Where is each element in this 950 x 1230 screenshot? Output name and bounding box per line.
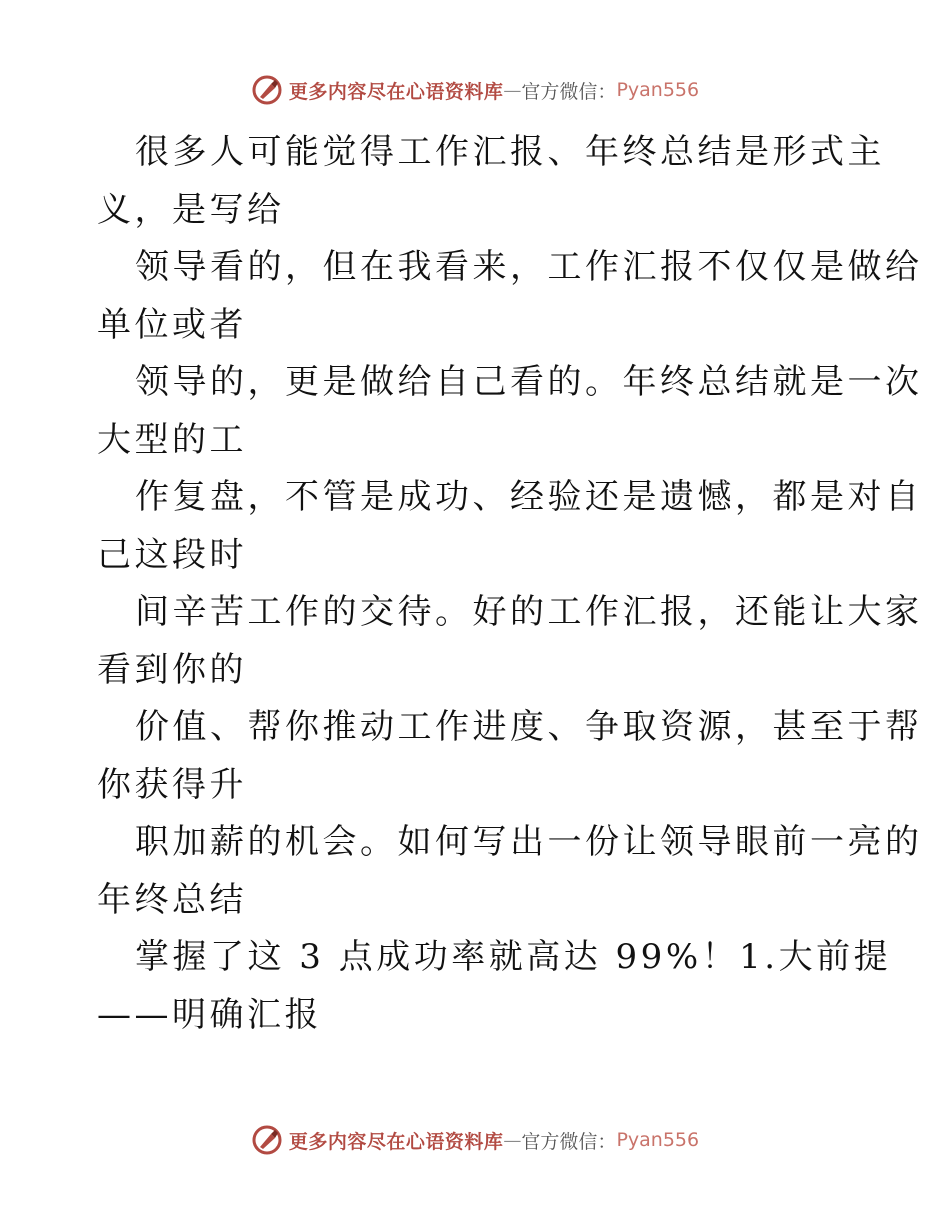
paragraph-line: 领导的，更是做给自己看的。年终总结就是一次 <box>135 362 923 402</box>
paragraph-line: 掌握了这 3 点成功率就高达 99%！1.大前提 <box>135 937 892 977</box>
paragraph <box>97 354 923 469</box>
document-body <box>97 124 923 1044</box>
paragraph-line: 你获得升 <box>97 764 247 805</box>
library-name: 更多内容尽在心语资料库 <box>288 1130 504 1153</box>
wechat-id: Pyan556 <box>616 79 700 101</box>
paragraph-line: 价值、帮你推动工作进度、争取资源，甚至于帮 <box>135 707 923 747</box>
paragraph-line: 单位或者 <box>97 304 247 345</box>
banner-separator: — <box>503 1129 522 1151</box>
paragraph <box>97 929 892 1044</box>
wechat-label: 官方微信： <box>521 1130 617 1153</box>
paragraph-line: 大型的工 <box>97 419 247 460</box>
paragraph-line: ——明确汇报 <box>97 994 322 1035</box>
paragraph-line: 作复盘，不管是成功、经验还是遗憾，都是对自 <box>135 477 923 517</box>
paragraph-line: 看到你的 <box>97 649 247 690</box>
wechat-label: 官方微信： <box>521 80 617 103</box>
paragraph <box>97 814 923 929</box>
header-banner <box>0 70 950 110</box>
paragraph <box>97 584 923 699</box>
wechat-id: Pyan556 <box>616 1129 700 1151</box>
banner-separator: — <box>503 79 522 101</box>
paragraph <box>97 469 923 584</box>
paragraph <box>97 239 923 354</box>
paragraph-line: 己这段时 <box>97 534 247 575</box>
paragraph-line: 职加薪的机会。如何写出一份让领导眼前一亮的 <box>135 822 923 862</box>
paragraph <box>97 124 885 239</box>
paragraph-line: 很多人可能觉得工作汇报、年终总结是形式主 <box>135 132 885 172</box>
paragraph-line: 间辛苦工作的交待。好的工作汇报，还能让大家 <box>135 592 923 632</box>
footer-banner <box>0 1120 950 1160</box>
pen-nib-logo-icon <box>251 74 283 106</box>
pen-nib-logo-icon <box>251 1124 283 1156</box>
paragraph-line: 年终总结 <box>97 879 247 920</box>
paragraph-line: 义，是写给 <box>97 189 285 230</box>
library-name: 更多内容尽在心语资料库 <box>288 80 504 103</box>
paragraph <box>97 699 923 814</box>
paragraph-line: 领导看的，但在我看来，工作汇报不仅仅是做给 <box>135 247 923 287</box>
